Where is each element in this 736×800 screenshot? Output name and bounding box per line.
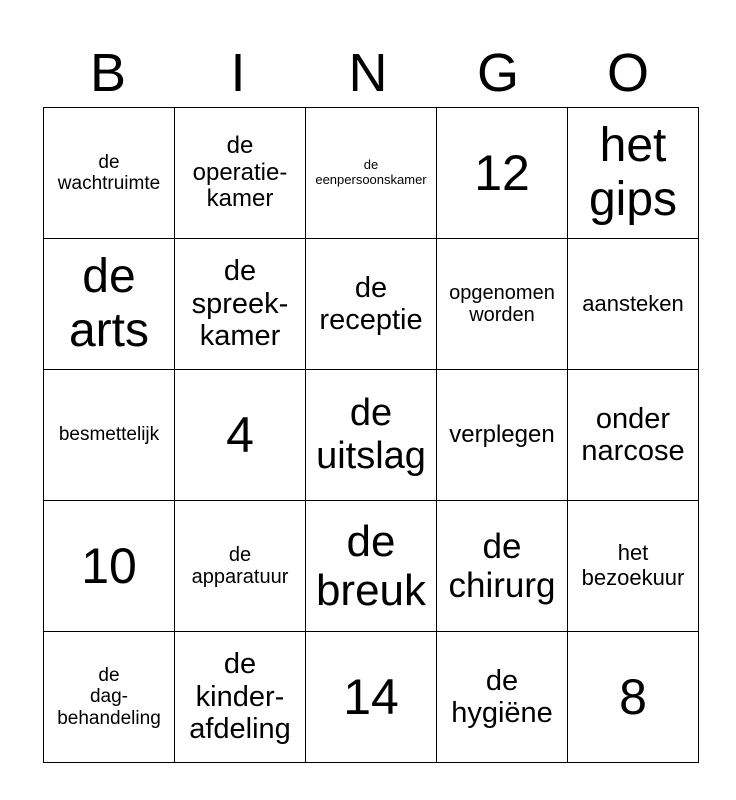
header-letter-i: I xyxy=(230,43,246,103)
board-row xyxy=(44,370,699,501)
bingo-cell-text: de wachtruimte xyxy=(57,151,161,194)
bingo-cell-text: verplegen xyxy=(449,420,555,448)
bingo-cell[interactable] xyxy=(44,501,175,632)
bingo-cell[interactable] xyxy=(568,239,699,370)
bingo-cell-text: de arts xyxy=(68,250,149,357)
bingo-cell[interactable] xyxy=(568,632,699,763)
bingo-cell-text: 14 xyxy=(343,669,399,725)
bingo-cell-text: onder narcose xyxy=(581,402,685,467)
bingo-cell[interactable] xyxy=(175,632,306,763)
header-letter-g: G xyxy=(476,43,519,103)
bingo-cell-text: besmettelijk xyxy=(58,424,160,446)
bingo-cell[interactable] xyxy=(306,239,437,370)
board-row xyxy=(44,501,699,632)
bingo-cell-text: aansteken xyxy=(582,290,684,316)
bingo-cell[interactable] xyxy=(175,108,306,239)
bingo-cell-text: 10 xyxy=(81,538,137,594)
header-letter-o: O xyxy=(606,43,649,103)
header-letter-n: N xyxy=(348,43,388,103)
bingo-cell-text: 8 xyxy=(619,669,647,725)
bingo-cell-text: de eenpersoonskamer xyxy=(315,157,427,187)
bingo-cell-text: de chirurg xyxy=(448,526,556,605)
board-row xyxy=(44,632,699,763)
bingo-cell[interactable] xyxy=(437,370,568,501)
bingo-cell[interactable] xyxy=(44,108,175,239)
bingo-cell-text: de receptie xyxy=(319,271,423,336)
board-row xyxy=(44,239,699,370)
board-row xyxy=(44,108,699,239)
bingo-cell-text: 12 xyxy=(474,145,530,201)
bingo-cell-text: de uitslag xyxy=(316,392,426,477)
bingo-cell-text: de spreek- kamer xyxy=(191,255,289,353)
bingo-cell-text: opgenomen worden xyxy=(449,281,555,326)
bingo-cell[interactable] xyxy=(306,370,437,501)
bingo-board xyxy=(43,107,699,763)
bingo-cell[interactable] xyxy=(44,370,175,501)
bingo-cell[interactable] xyxy=(437,501,568,632)
bingo-cell-text: de breuk xyxy=(315,516,427,615)
header-letter-b: B xyxy=(89,43,127,103)
bingo-cell[interactable] xyxy=(437,239,568,370)
bingo-cell[interactable] xyxy=(44,632,175,763)
bingo-cell[interactable] xyxy=(306,632,437,763)
bingo-header xyxy=(43,40,693,106)
bingo-cell[interactable] xyxy=(306,501,437,632)
bingo-cell[interactable] xyxy=(44,239,175,370)
bingo-cell[interactable] xyxy=(437,632,568,763)
bingo-cell[interactable] xyxy=(175,370,306,501)
bingo-cell[interactable] xyxy=(568,501,699,632)
bingo-cell-text: de kinder- afdeling xyxy=(189,648,291,746)
bingo-cell-text: de apparatuur xyxy=(191,543,289,588)
bingo-cell[interactable] xyxy=(437,108,568,239)
bingo-cell-text: 4 xyxy=(226,407,254,463)
bingo-cell[interactable] xyxy=(175,501,306,632)
bingo-cell[interactable] xyxy=(175,239,306,370)
bingo-cell-text: de operatie- kamer xyxy=(192,131,288,213)
bingo-cell[interactable] xyxy=(306,108,437,239)
bingo-cell-text: het bezoekuur xyxy=(581,540,685,590)
bingo-cell[interactable] xyxy=(568,108,699,239)
bingo-cell[interactable] xyxy=(568,370,699,501)
bingo-cell-text: het gips xyxy=(588,119,678,226)
bingo-cell-text: de dag- behandeling xyxy=(57,665,161,729)
bingo-cell-text: de hygiëne xyxy=(451,664,553,729)
